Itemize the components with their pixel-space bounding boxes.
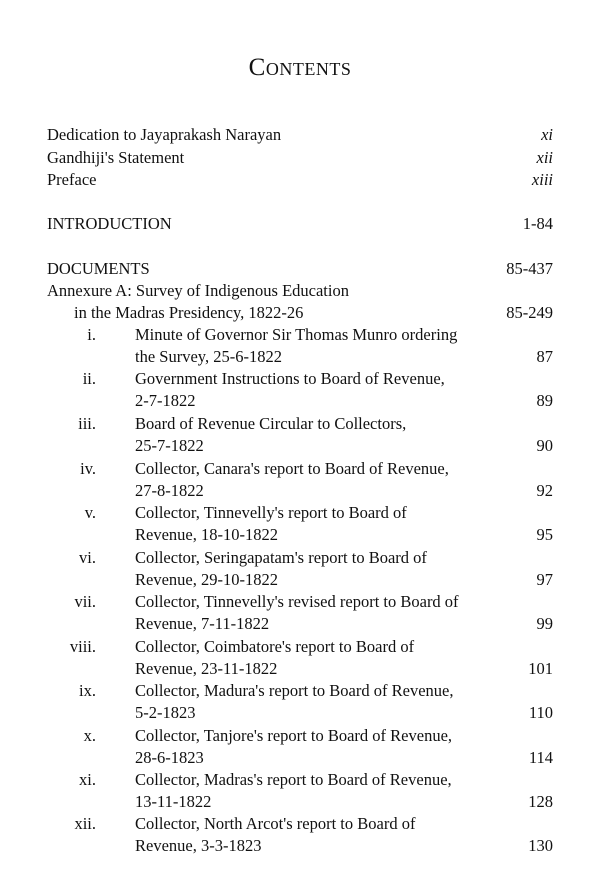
toc-entry-label: Revenue, 23-11-1822: [135, 659, 278, 678]
toc-page-number: 99: [536, 614, 553, 633]
toc-entry-number: i.: [87, 325, 96, 344]
toc-entry-label: 25-7-1822: [135, 436, 204, 455]
toc-entry-label: Revenue, 7-11-1822: [135, 614, 270, 633]
toc-entry-number: iii.: [78, 414, 96, 433]
toc-page-number: 85-249: [506, 303, 553, 322]
toc-page-number: 89: [536, 391, 553, 410]
toc-entry-label: Collector, Madura's report to Board of Revenue,: [135, 681, 454, 700]
toc-entry-label: Collector, North Arcot's report to Board of: [135, 814, 416, 833]
toc-entry-number: xii.: [74, 814, 96, 833]
toc-entry-label: 28-6-1823: [135, 748, 204, 767]
toc-page-number: xii: [536, 148, 553, 167]
toc-page-number: 101: [528, 659, 553, 678]
toc-entry-label: Government Instructions to Board of Revenue,: [135, 369, 445, 388]
toc-entry-number: vii.: [74, 592, 96, 611]
toc-entry-number: ix.: [79, 681, 96, 700]
toc-page-number: 1-84: [522, 214, 553, 233]
toc-entry-label: INTRODUCTION: [47, 214, 172, 233]
toc-entry-label: Collector, Tinnevelly's revised report to Board of: [135, 592, 459, 611]
toc-entry-label: Collector, Madras's report to Board of Revenue,: [135, 770, 452, 789]
toc-entry-label: Collector, Seringapatam's report to Board of: [135, 548, 427, 567]
toc-entry-number: ii.: [82, 369, 96, 388]
toc-page-number: 97: [536, 570, 553, 589]
toc-entry-label: 2-7-1822: [135, 391, 196, 410]
toc-entry-label: the Survey, 25-6-1822: [135, 347, 282, 366]
toc-entry-label: 13-11-1822: [135, 792, 212, 811]
toc-page-number: 85-437: [506, 259, 553, 278]
toc-entry-label: in the Madras Presidency, 1822-26: [74, 303, 304, 322]
toc-page-number: 95: [536, 525, 553, 544]
toc-entry-label: Board of Revenue Circular to Collectors,: [135, 414, 407, 433]
toc-page-number: xi: [541, 125, 553, 144]
toc-page-number: 128: [528, 792, 553, 811]
toc-entry-label: Revenue, 18-10-1822: [135, 525, 278, 544]
toc-entry-label: Revenue, 29-10-1822: [135, 570, 278, 589]
toc-page-number: 92: [536, 481, 553, 500]
toc-entry-label: Minute of Governor Sir Thomas Munro ordering: [135, 325, 458, 344]
toc-entry-label: Dedication to Jayaprakash Narayan: [47, 125, 282, 144]
toc-entry-label: Collector, Tinnevelly's report to Board of: [135, 503, 407, 522]
toc-entry-number: iv.: [80, 459, 96, 478]
toc-entry-number: xi.: [79, 770, 96, 789]
toc-entry-label: Gandhiji's Statement: [47, 148, 185, 167]
toc-entry-label: DOCUMENTS: [47, 259, 150, 278]
toc-page-number: 90: [536, 436, 553, 455]
toc-page-number: 114: [528, 748, 553, 767]
toc-entry-label: Collector, Canara's report to Board of Revenue,: [135, 459, 449, 478]
toc-entry-number: vi.: [79, 548, 96, 567]
toc-entry-label: Annexure A: Survey of Indigenous Education: [47, 281, 349, 300]
toc-entry-label: 5-2-1823: [135, 703, 196, 722]
toc-page-number: xiii: [531, 170, 553, 189]
toc-entry-number: x.: [83, 726, 96, 745]
toc-entry-number: v.: [84, 503, 96, 522]
toc-page-number: 87: [536, 347, 553, 366]
toc-page-number: 130: [528, 836, 553, 855]
toc-entry-label: Preface: [47, 170, 97, 189]
toc-entry-label: Revenue, 3-3-1823: [135, 836, 262, 855]
toc-entry-label: Collector, Tanjore's report to Board of Revenue,: [135, 726, 453, 745]
toc-page-number: 110: [528, 703, 553, 722]
toc-entry-label: 27-8-1822: [135, 481, 204, 500]
page-title: Contents: [248, 54, 352, 81]
toc-entry-label: Collector, Coimbatore's report to Board of: [135, 637, 415, 656]
toc-entry-number: viii.: [69, 637, 96, 656]
